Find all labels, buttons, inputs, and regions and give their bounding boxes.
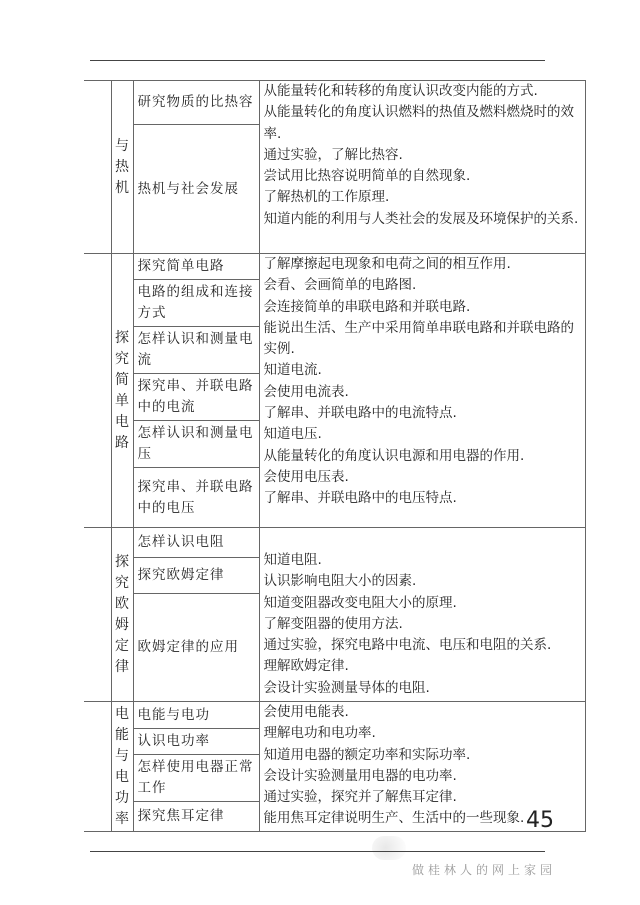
topic-cell: 怎样认识电阻 [133,528,259,558]
topic-cell: 电路的组成和连接方式 [133,280,259,327]
table-margin-cell [84,81,111,254]
topic-cell: 电能与电功 [133,702,259,729]
section-title: 与 热 机 [111,81,133,254]
section-title: 探 究 简 单 电 路 [111,254,133,528]
goals-cell: 从能量转化和转移的角度认识改变内能的方式. 从能量转化的角度认识燃料的热值及燃料燃烧时的效率. 通过实验，了解比热容. 尝试用比热容说明简单的自然现象. 了解热机的工作原理. 知道内能的利用与人类社会的发展及环境保护的关系. [259,81,586,254]
section-title: 电 能 与 电 功 率 [111,702,133,832]
topic-cell: 怎样认识和测量电压 [133,421,259,468]
watermark-text: 做桂林人的网上家园 [412,863,557,877]
watermark-logo-icon [372,836,406,860]
curriculum-table [84,80,586,832]
goals-cell: 知道电阻. 认识影响电阻大小的因素. 知道变阻器改变电阻大小的原理. 了解变阻器的使用方法. 通过实验，探究电路中电流、电压和电阻的关系. 理解欧姆定律. 会设计实验测量导体的电阻. [259,528,586,702]
goals-cell: 了解摩擦起电现象和电荷之间的相互作用. 会看、会画简单的电路图. 会连接简单的串联电路和并联电路. 能说出生活、生产中采用简单串联电路和并联电路的实例. 知道电流. 会使用电流表. 了解串、并联电路中的电流特点. 知道电压. 从能量转化的角度认识电源和用电器的作用. 会使用电压表. 了解串、并联电路中的电压特点. [259,254,586,528]
topic-cell: 探究串、并联电路中的电流 [133,374,259,421]
topic-cell: 探究欧姆定律 [133,558,259,594]
topic-cell: 探究串、并联电路中的电压 [133,468,259,528]
page-number: 45 [526,808,554,833]
topic-cell: 探究焦耳定律 [133,802,259,832]
table-margin-cell [84,528,111,702]
topic-cell: 研究物质的比热容 [133,81,259,125]
topic-cell: 欧姆定律的应用 [133,594,259,702]
section-title: 探 究 欧 姆 定 律 [111,528,133,702]
table-margin-cell [84,702,111,832]
topic-cell: 探究简单电路 [133,254,259,280]
topic-cell: 认识电功率 [133,729,259,755]
topic-cell: 怎样认识和测量电流 [133,327,259,374]
table-margin-cell [84,254,111,528]
topic-cell: 热机与社会发展 [133,125,259,254]
footer-rule [90,851,545,852]
header-rule [90,60,545,61]
topic-cell: 怎样使用电器正常工作 [133,755,259,802]
goals-cell: 会使用电能表. 理解电功和电功率. 知道用电器的额定功率和实际功率. 会设计实验测量用电器的电功率. 通过实验，探究并了解焦耳定律. 能用焦耳定律说明生产、生活中的一些现象. [259,702,586,832]
